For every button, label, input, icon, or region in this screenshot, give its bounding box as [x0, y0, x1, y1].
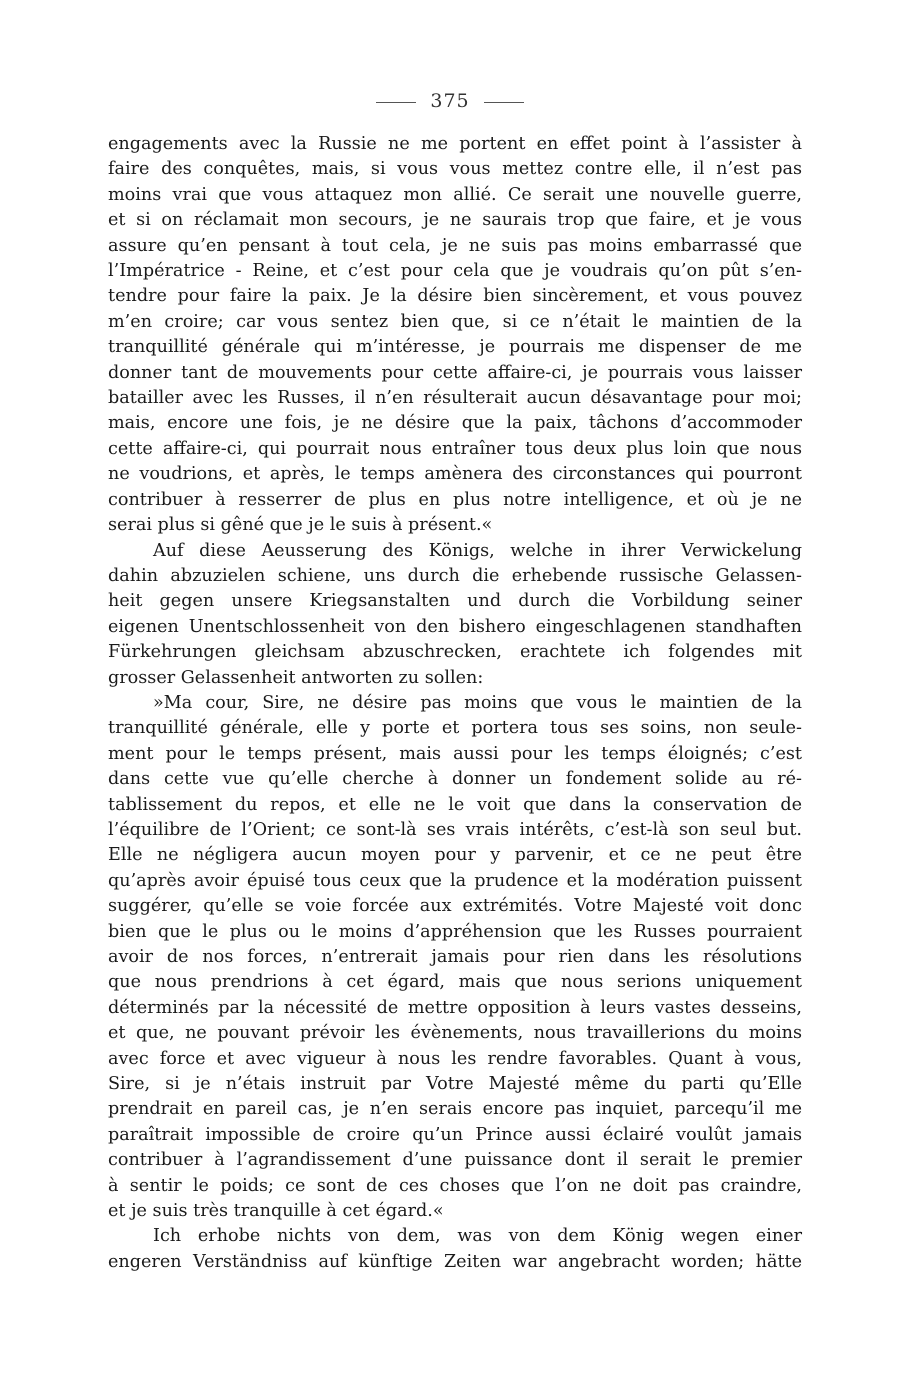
- text-line: assure qu’en pensant à tout cela, je ne suis pas moins embarrassé que: [108, 235, 802, 256]
- text-line: heit gegen unsere Kriegsanstalten und durch die Vorbildung seiner: [108, 591, 802, 612]
- text-line: contribuer à resserrer de plus en plus notre intelligence, et où je ne: [108, 489, 802, 510]
- text-line: Auf diese Aeusserung des Königs, welche in ihrer Verwickelung: [153, 540, 802, 561]
- body-text: [108, 132, 802, 1275]
- text-line: bien que le plus ou le moins d’appréhension que les Russes pourraient: [108, 921, 802, 942]
- text-line: mais, encore une fois, je ne désire que la paix, tâchons d’accommoder: [108, 413, 802, 434]
- text-line: m’en croire; car vous sentez bien que, si ce n’était le maintien de la: [108, 311, 802, 332]
- text-line: et si on réclamait mon secours, je ne saurais trop que faire, et je vous: [108, 210, 802, 231]
- text-line: qu’après avoir épuisé tous ceux que la prudence et la modération puissent: [108, 870, 802, 891]
- text-line: tranquillité générale qui m’intéresse, je pourrais me dispenser de me: [108, 337, 802, 358]
- text-line: paraîtrait impossible de croire qu’un Prince aussi éclairé voulût jamais: [108, 1124, 802, 1145]
- text-line: serai plus si gêné que je le suis à présent.«: [108, 515, 493, 536]
- text-line: tablissement du repos, et elle ne le voit que dans la conservation de: [108, 794, 802, 815]
- text-line: avoir de nos forces, n’entrerait jamais pour rien dans les résolutions: [108, 947, 802, 967]
- text-line: batailler avec les Russes, il n’en résulterait aucun désavantage pour moi;: [108, 388, 802, 409]
- text-line: eigenen Unentschlossenheit von den bishero eingeschlagenen standhaften: [108, 616, 802, 637]
- text-line: contribuer à l’agrandissement d’une puissance dont il serait le premier: [108, 1150, 802, 1171]
- text-line: Elle ne négligera aucun moyen pour y parvenir, et ce ne peut être: [108, 845, 802, 866]
- text-line: prendrait en pareil cas, je n’en serais encore pas inquiet, parcequ’il me: [108, 1099, 802, 1120]
- header-rule-right: [484, 102, 524, 103]
- text-line: déterminés par la nécessité de mettre opposition à leurs vastes desseins,: [108, 997, 802, 1018]
- text-line: donner tant de mouvements pour cette affaire-ci, je pourrais vous laisser: [108, 362, 802, 383]
- page-header: [0, 90, 900, 112]
- header-rule-left: [376, 102, 416, 103]
- text-line: grosser Gelassenheit antworten zu sollen:: [108, 667, 484, 688]
- text-line: et que, ne pouvant prévoir les évènements, nous travaillerions du moins: [108, 1023, 802, 1044]
- page-number: 375: [430, 90, 470, 112]
- text-line: l’équilibre de l’Orient; ce sont-là ses vrais intérêts, c’est-là son seul but.: [108, 819, 802, 840]
- text-line: engeren Verständniss auf künftige Zeiten war angebracht worden; hätte: [108, 1251, 802, 1272]
- text-line: dans cette vue qu’elle cherche à donner un fondement solide au ré-: [108, 769, 802, 790]
- text-line: avec force et avec vigueur à nous les rendre favorables. Quant à vous,: [108, 1048, 802, 1069]
- text-line: Ich erhobe nichts von dem, was von dem König wegen einer: [153, 1226, 802, 1247]
- text-line: Fürkehrungen gleichsam abzuschrecken, erachtete ich folgendes mit: [108, 642, 802, 663]
- text-line: ment pour le temps présent, mais aussi pour les temps éloignés; c’est: [108, 743, 802, 764]
- text-line: dahin abzuzielen schiene, uns durch die erhebende russische Gelassen-: [108, 565, 802, 586]
- text-line: et je suis très tranquille à cet égard.«: [108, 1201, 444, 1222]
- text-line: Sire, si je n’étais instruit par Votre Majesté même du parti qu’Elle: [108, 1074, 802, 1095]
- text-line: l’Impératrice - Reine, et c’est pour cela que je voudrais qu’on pût s’en-: [108, 261, 802, 282]
- text-line: à sentir le poids; ce sont de ces choses que l’on ne doit pas craindre,: [108, 1175, 802, 1196]
- text-line: engagements avec la Russie ne me portent en effet point à l’assister à: [108, 134, 802, 154]
- text-line: ne voudrions, et après, le temps amènera des circonstances qui pourront: [108, 464, 802, 485]
- text-line: »Ma cour, Sire, ne désire pas moins que vous le maintien de la: [153, 692, 802, 713]
- text-line: faire des conquêtes, mais, si vous vous mettez contre elle, il n’est pas: [108, 159, 802, 180]
- text-line: que nous prendrions à cet égard, mais que nous serions uniquement: [108, 972, 802, 993]
- text-line: cette affaire-ci, qui pourrait nous entraîner tous deux plus loin que nous: [108, 438, 802, 459]
- text-line: suggérer, qu’elle se voie forcée aux extrémités. Votre Majesté voit donc: [108, 896, 802, 917]
- text-line: tendre pour faire la paix. Je la désire bien sincèrement, et vous pouvez: [108, 286, 802, 307]
- text-line: moins vrai que vous attaquez mon allié. Ce serait une nouvelle guerre,: [108, 184, 802, 205]
- text-line: tranquillité générale, elle y porte et portera tous ses soins, non seule-: [108, 718, 802, 739]
